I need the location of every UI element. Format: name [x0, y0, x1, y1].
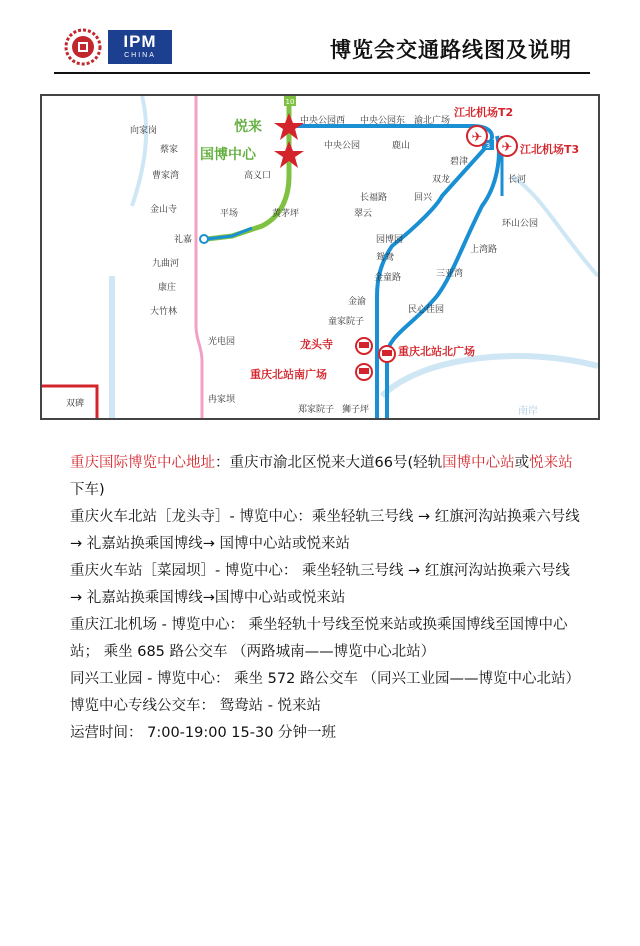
- ipm-china-logo: [108, 30, 172, 64]
- logo-china-text: CHINA: [124, 52, 156, 59]
- line3-badge-label: 3: [485, 142, 491, 150]
- label-huanshangongyuan: 环山公园: [502, 219, 539, 229]
- label-changfulu: 长福路: [360, 193, 388, 203]
- label-jinyu: 金渝: [348, 297, 367, 307]
- address-or: 或: [514, 455, 530, 471]
- label-kangzhuang: 康庄: [158, 283, 177, 293]
- label-jinshansi: 金山寺: [150, 205, 178, 215]
- operating-hours: 运营时间： 7:00-19:00 15-30 分钟一班: [70, 725, 337, 741]
- label-shuangbei: 双碑: [66, 399, 85, 409]
- label-jiangbeijichang-t3: 江北机场T3: [520, 143, 580, 156]
- longtousi-train-icon: [356, 338, 372, 354]
- route-north-station: 重庆火车北站［龙头寺］- 博览中心：乘坐轻轨三号线 → 红旗河沟站换乘六号线 → 礼嘉站换乘国博线→ 国博中心站或悦来站: [70, 509, 580, 552]
- label-caijia: 蔡家: [160, 145, 179, 155]
- label-beizhan-south: 重庆北站南广场: [250, 368, 327, 381]
- label-jiangbeijichang-t2: 江北机场T2: [454, 106, 514, 119]
- address-station-guobo: 国博中心站: [442, 455, 515, 471]
- page-header: [0, 0, 640, 80]
- page-title: 博览会交通路线图及说明: [330, 38, 572, 62]
- address-paragraph: [70, 450, 580, 504]
- label-jinqianglu: 金童路: [374, 273, 402, 283]
- label-zhongyanggongyuandong: 中央公园东: [360, 116, 406, 126]
- label-gaoyikou: 高义口: [244, 171, 272, 181]
- label-huangmaoping: 黄茅坪: [272, 209, 300, 219]
- airport-t2-icon: [467, 126, 487, 146]
- label-huixing: 回兴: [414, 193, 433, 203]
- label-cuiyun: 翠云: [354, 209, 373, 219]
- cipm-seal-logo: [64, 28, 102, 66]
- label-yubeiguangchang: 渝北广场: [414, 116, 451, 126]
- label-lijia: 礼嘉: [174, 235, 193, 245]
- label-ranjiaba: 冉家坝: [208, 395, 236, 405]
- svg-text:✈: ✈: [471, 130, 483, 145]
- label-yuanboyuan: 园博园: [376, 235, 404, 245]
- label-zhongyanggongyuan: 中央公园: [324, 141, 361, 151]
- route-shuttle-bus: 博览中心专线公交车： 鸳鸯站 - 悦来站: [70, 698, 322, 714]
- label-tongjiayuanzi: 童家院子: [328, 317, 365, 327]
- faint-line-west: [132, 96, 146, 206]
- address-end: 下车): [70, 482, 105, 498]
- address-text: ：重庆市渝北区悦来大道66号(轻轨: [215, 455, 443, 471]
- svg-text:✈: ✈: [501, 140, 513, 155]
- label-minxinjiayuan: 民心佳园: [408, 305, 445, 315]
- address-label: 重庆国际博览中心地址: [70, 455, 215, 471]
- line10-badge-label: 10: [285, 98, 295, 106]
- label-lushan: 鹿山: [392, 141, 411, 151]
- faint-line-south: [382, 356, 598, 396]
- label-xiangjiagang: 向家岗: [130, 126, 158, 136]
- label-guangdianyuan: 光电园: [208, 337, 236, 347]
- label-beizhan-north: 重庆北站北广场: [398, 345, 475, 358]
- route-caiyuanba: 重庆火车站［菜园坝］- 博览中心： 乘坐轻轨三号线 → 红旗河沟站换乘六号线 → 礼嘉站换乘国博线→国博中心站或悦来站: [70, 563, 570, 606]
- route-info: [70, 450, 580, 747]
- label-shuanglong: 双龙: [432, 175, 451, 185]
- label-changhe: 长河: [508, 175, 527, 185]
- label-yuelai: 悦来: [234, 119, 262, 135]
- beizhan-north-train-icon: [379, 346, 395, 362]
- line-6: [196, 96, 202, 418]
- label-zhengjiayuanzi: 郑家院子: [298, 405, 335, 415]
- transit-map-svg: [42, 96, 598, 418]
- address-station-yuelai: 悦来站: [529, 455, 573, 471]
- header-divider: [54, 72, 590, 74]
- label-jiuquhe: 九曲河: [152, 259, 180, 269]
- label-shiziping: 狮子坪: [342, 405, 370, 415]
- label-caojiawan: 曹家湾: [152, 171, 180, 181]
- label-longtousi: 龙头寺: [300, 338, 333, 351]
- route-tongxing: 同兴工业园 - 博览中心： 乘坐 572 路公交车 （同兴工业园——博览中心北站）: [70, 671, 581, 687]
- transit-map: [40, 94, 600, 420]
- logo-ipm-text: IPM: [123, 32, 157, 51]
- lijia-station-dot: [200, 235, 208, 243]
- label-yuanyang: 鸳鸯: [376, 253, 395, 263]
- label-sanyawan: 三亚湾: [436, 269, 464, 279]
- label-dazhulin: 大竹林: [150, 307, 178, 317]
- label-shangwanlu: 上湾路: [470, 245, 498, 255]
- label-guobozhongxin: 国博中心: [200, 147, 256, 163]
- route-airport: 重庆江北机场 - 博览中心： 乘坐轻轨十号线至悦来站或换乘国博线至国博中心站； 乘坐 685 路公交车 （两路城南——博览中心北站）: [70, 617, 568, 660]
- beizhan-south-train-icon: [356, 364, 372, 380]
- airport-t3-icon: [497, 136, 517, 156]
- label-zhongyanggongyuanxi: 中央公园西: [300, 116, 346, 126]
- label-pingchang: 平场: [220, 209, 239, 219]
- label-nanan: 南岸: [518, 406, 538, 417]
- label-bijin: 碧津: [450, 157, 469, 167]
